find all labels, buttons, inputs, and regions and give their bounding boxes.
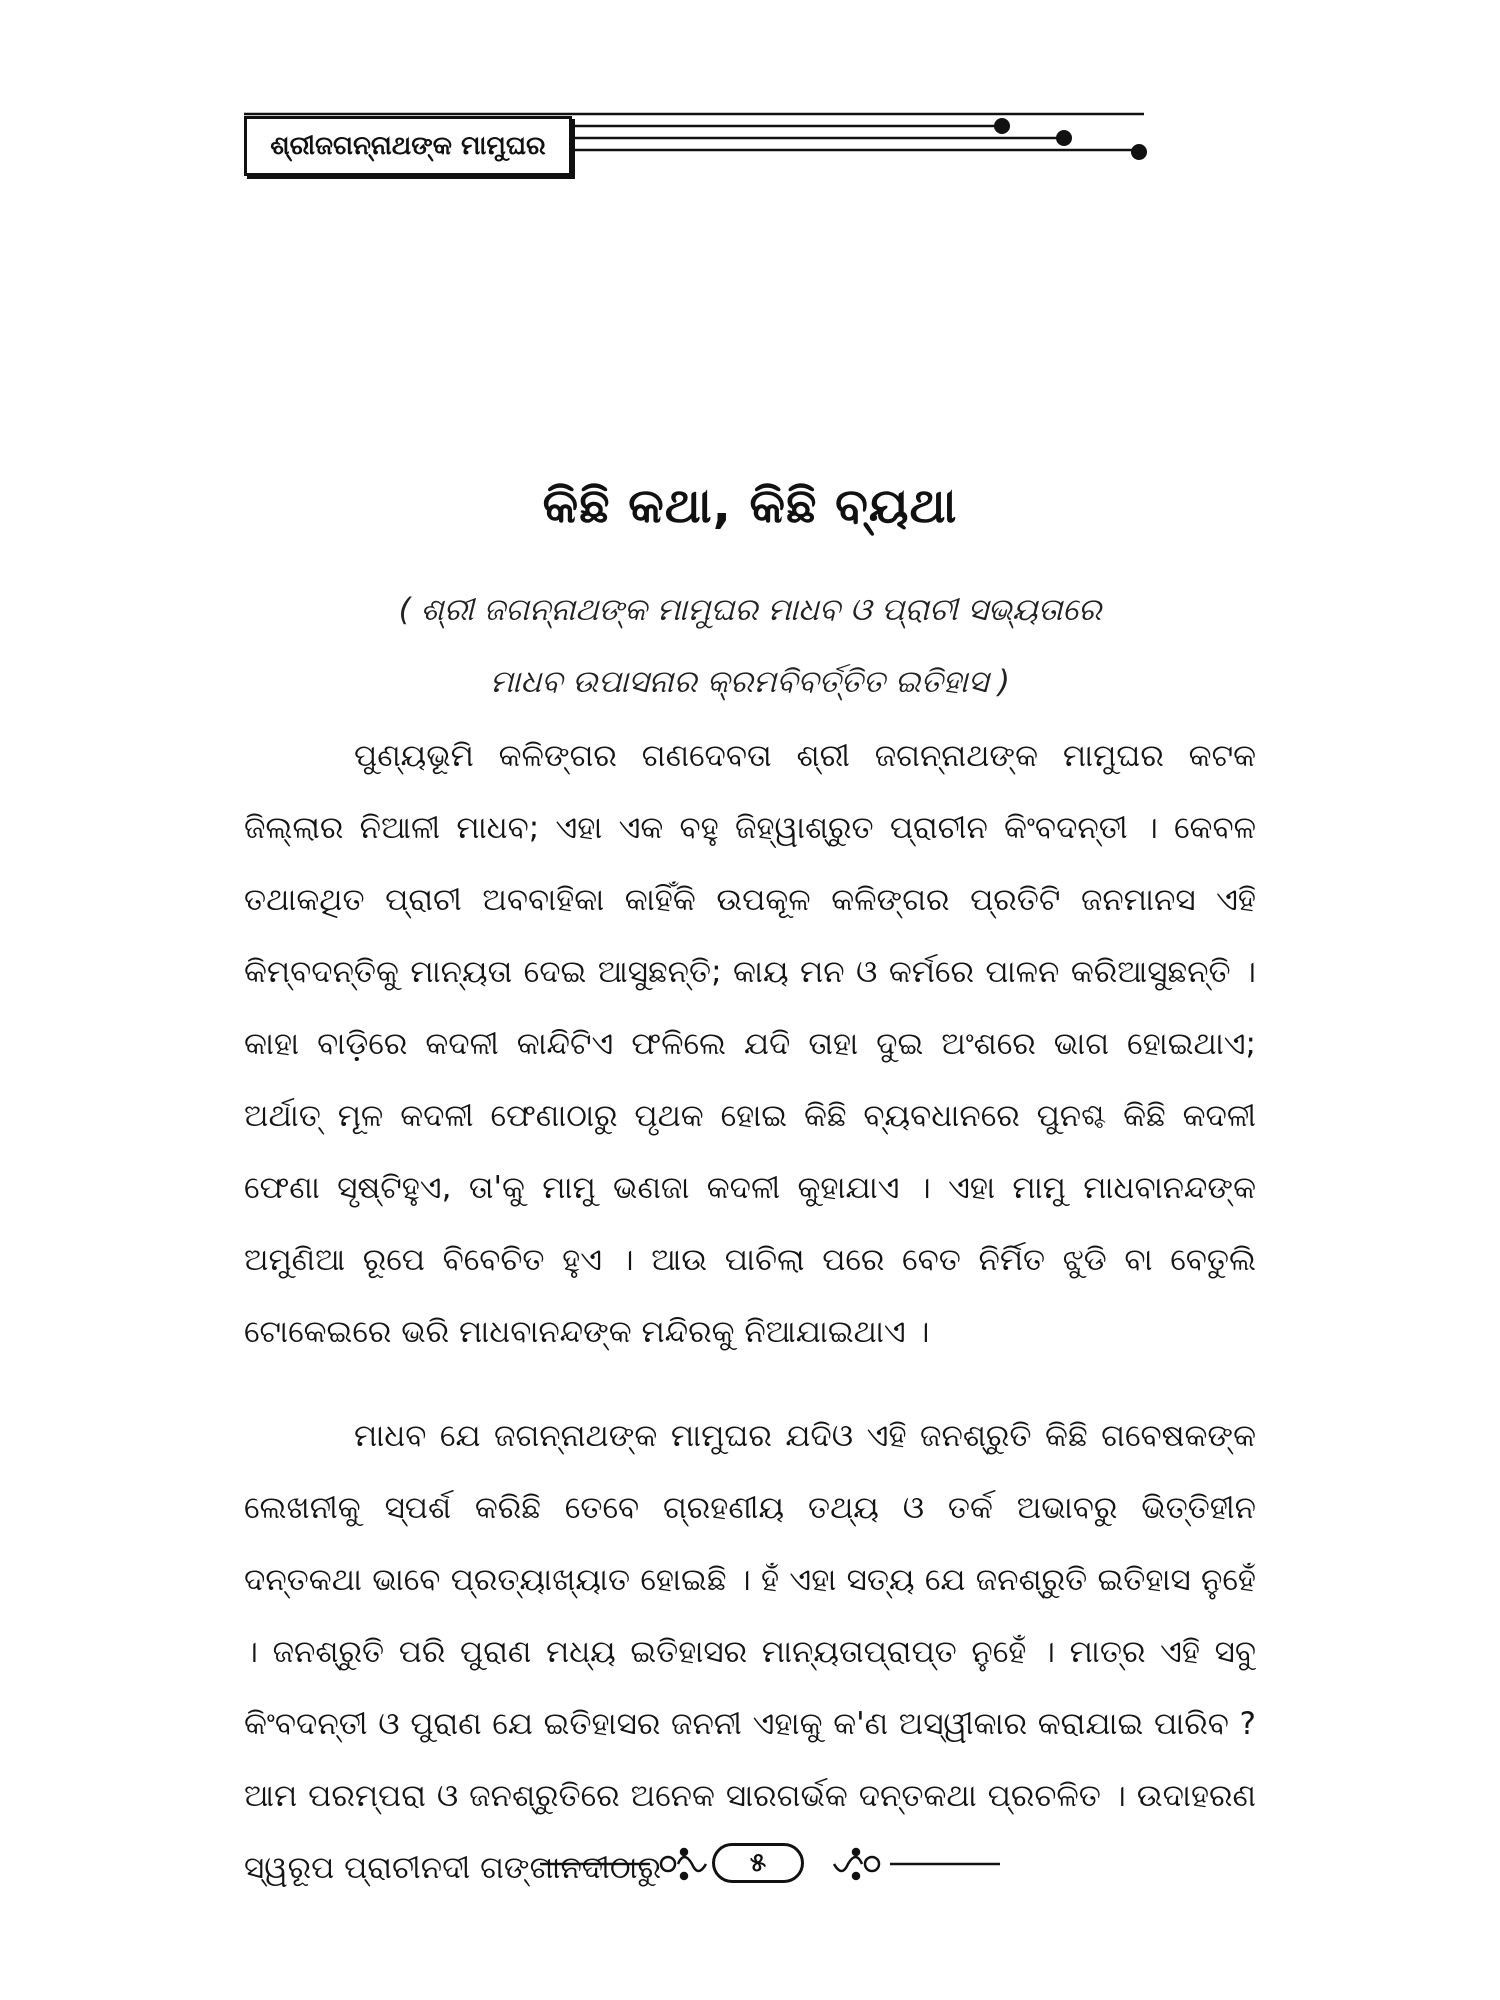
- chapter-subtitle-line-2: ମାଧବ ଉପାସନାର କ୍ରମବିବର୍ତ୍ତିତ ଇତିହାସ ): [489, 664, 1011, 700]
- chapter-title: କିଛି କଥା, କିଛି ବ୍ୟଥା: [542, 478, 958, 534]
- page-number: ୫: [712, 1843, 804, 1883]
- body-paragraph: ମାଧବ ଯେ ଜଗନ୍ନାଥଙ୍କ ମାମୁଘର ଯଦିଓ ଏହି ଜନଶ୍ରୁତି କିଛି ଗବେଷକଙ୍କ ଲେଖନୀକୁ ସ୍ପର୍ଶ କରିଛି ତେବେ ଗ୍ରହଣୀୟ ତଥ୍ୟ ଓ ତର୍କ ଅଭାବରୁ ଭିତ୍ତିହୀନ ଦନ୍ତକଥା ଭାବେ ପ୍ରତ୍ୟାଖ୍ୟାତ ହୋଇଛି । ହଁ ଏହା ସତ୍ୟ ଯେ ଜନଶ୍ରୁତି ଇତିହାସ ନୁହେଁ । ଜନଶ୍ରୁତି ପରି ପୁରାଣ ମଧ୍ୟ ଇତିହାସର ମାନ୍ୟତାପ୍ରାପ୍ତ ନୁହେଁ । ମାତ୍ର ଏହି ସବୁ କିଂବଦନ୍ତୀ ଓ ପୁରାଣ ଯେ ଇତିହାସର ଜନନୀ ଏହାକୁ କ'ଣ ଅସ୍ୱୀକାର କରାଯାଇ ପାରିବ ? ଆମ ପରମ୍ପରା ଓ ଜନଶ୍ରୁତିରେ ଅନେକ ସାରଗର୍ଭକ ଦନ୍ତକଥା ପ୍ରଚଳିତ । ଉଦାହରଣ ସ୍ୱରୂପ ପ୍ରାଚୀନଦୀ ଗଙ୍ଗାନଦୀଠାରୁ: [244, 1418, 1256, 1886]
- running-header: ଶ୍ରୀଜଗନ୍ନାଥଙ୍କ ମାମୁଘର: [244, 116, 572, 176]
- body-paragraph: ପୁଣ୍ୟଭୂମି କଳିଙ୍ଗର ଗଣଦେବତା ଶ୍ରୀ ଜଗନ୍ନାଥଙ୍କ ମାମୁଘର କଟକ ଜିଲ୍ଲାର ନିଆଳୀ ମାଧବ; ଏହା ଏକ ବହୁ ଜିହ୍ୱାଶ୍ରୁତ ପ୍ରାଚୀନ କିଂବଦନ୍ତୀ । କେବଳ ତଥାକଥିତ ପ୍ରାଚୀ ଅବବାହିକା କାହିଁକି ଉପକୂଳ କଳିଙ୍ଗର ପ୍ରତିଟି ଜନମାନସ ଏହି କିମ୍ବଦନ୍ତିକୁ ମାନ୍ୟତା ଦେଇ ଆସୁଛନ୍ତି; କାୟ ମନ ଓ କର୍ମରେ ପାଳନ କରିଆସୁଛନ୍ତି । କାହା ବାଡ଼ିରେ କଦଳୀ କାନ୍ଦିଟିଏ ଫଳିଲେ ଯଦି ତାହା ଦୁଇ ଅଂଶରେ ଭାଗ ହୋଇଥାଏ; ଅର୍ଥାତ୍ ମୂଳ କଦଳୀ ଫେଣାଠାରୁ ପୃଥକ ହୋଇ କିଛି ବ୍ୟବଧାନରେ ପୁନଶ୍ଚ କିଛି କଦଳୀ ଫେଣା ସୃଷ୍ଟିହୁଏ, ତା'କୁ ମାମୁ ଭଣଜା କଦଳୀ କୁହାଯାଏ । ଏହା ମାମୁ ମାଧବାନନ୍ଦଙ୍କ ଅମୁଣିଆ ରୂପେ ବିବେଚିତ ହୁଏ । ଆଉ ପାଚିଲା ପରେ ବେତ ନିର୍ମିତ ଝୁଡି ବା ବେତୁଲି ଟୋକେଇରେ ଭରି ମାଧବାନନ୍ଦଙ୍କ ମନ୍ଦିରକୁ ନିଆଯାଇଥାଏ ।: [244, 738, 1256, 1350]
- chapter-subtitle-line-1: ( ଶ୍ରୀ ଜଗନ୍ନାଥଙ୍କ ମାମୁଘର ମାଧବ ଓ ପ୍ରାଚୀ ସଭ୍ୟତାରେ: [398, 592, 1102, 628]
